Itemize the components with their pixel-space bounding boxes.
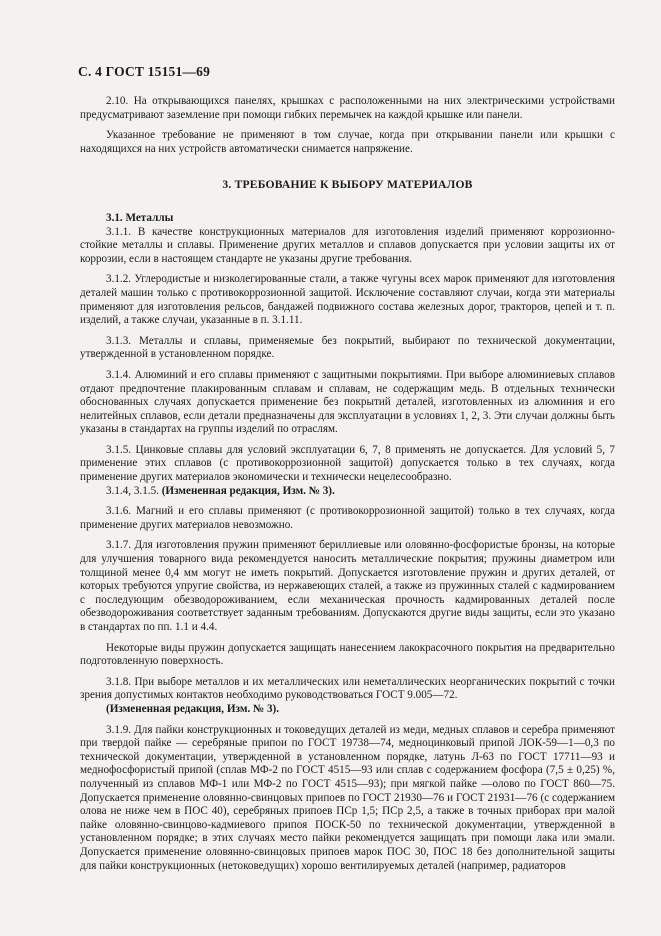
document-body [80, 95, 615, 873]
paragraph-3-1-8: 3.1.8. При выборе металлов и их металлических или неметаллических неорганических покрытий с точки зрения допустимых контактов необходимо руководствоваться ГОСТ 9.005—72. [80, 675, 615, 702]
paragraph-3-1-3: 3.1.3. Металлы и сплавы, применяемые без покрытий, выбирают по технической документации, утвержденной в установленном порядке. [80, 334, 615, 361]
section-title-3: 3. ТРЕБОВАНИЕ К ВЫБОРУ МАТЕРИАЛОВ [222, 178, 473, 192]
page-header: С. 4 ГОСТ 15151—69 [78, 64, 211, 79]
paragraph-3-1-2: 3.1.2. Углеродистые и низколегированные стали, а также чугуны всех марок применяют для изготовления деталей машин только с противокоррозионной защитой. Исключение составляют случаи, когда эти материалы применяют для изготовления рельсов, бандажей подвижного состава железных дорог, тракторов, цепей и т. п. изделий, а также случаи, указанные в п. 3.1.11. [80, 273, 615, 327]
paragraph-3-1-6: 3.1.6. Магний и его сплавы применяют (с противокоррозионной защитой) только в тех случаях, когда применение других материалов невозможно. [80, 505, 615, 531]
amendment-label: (Измененная редакция, Изм. № 3). [161, 484, 335, 497]
paragraph-3-1-7-note: Некоторые виды пружин допускается защищать нанесением лакокрасочного покрытия на предварительно подготовленную поверхность. [80, 641, 615, 668]
amendment-note-3-1-8: (Измененная редакция, Изм. № 3). [106, 702, 280, 715]
paragraph-2-10: 2.10. На открывающихся панелях, крышках с расположенными на них электрическими устройствами предусматривают заземление при помощи гибких перемычек на каждой крышке или панели. [80, 95, 615, 121]
paragraph-3-1-7: 3.1.7. Для изготовления пружин применяют бериллиевые или оловянно-фосфористые бронзы, на которые для улучшения товарного вида рекомендуется наносить металлические покрытия; пружины диаметром или толщиной менее 0,4 мм могут не иметь покрытий. Допускается изготовление пружин и других деталей, от которых требуются упругие свойства, из нержавеющих сталей, а также из пружинных сталей с кадмированием с последующим обезводороживанием, если механическая прочность кадмированных деталей после обезводороживания соответствует заданным требованиям. Допускаются другие виды защиты, если это указано в стандартах по пп. 1.1 и 4.4. [80, 539, 615, 633]
paragraph-3-1-4: 3.1.4. Алюминий и его сплавы применяют с защитными покрытиями. При выборе алюминиевых сплавов отдают предпочтение плакированным сплавам и сплавам, не содержащим медь. В отдельных технически обоснованных случаях допускается применение без покрытий деталей, изготовленных из алюминия и его нелитейных сплавов, если детали предназначены для эксплуатации в условиях 1, 2, 3. Эти случаи должны быть указаны в стандартах на группы изделий по отраслям. [80, 368, 615, 436]
amendment-note-3-1-4-5 [80, 485, 615, 499]
amendment-prefix: 3.1.4, 3.1.5. [106, 484, 159, 497]
paragraph-3-1-9: 3.1.9. Для пайки конструкционных и токоведущих деталей из меди, медных сплавов и серебра применяют при твердой пайке — серебряные припои по ГОСТ 19738—74, медноцинковый припой ЛОК-59—1—0,3 по технической документации, утвержденной в установленном порядке, латунь Л-63 по ГОСТ 17711—93 и меднофосфористый припой (сплав МФ-2 по ГОСТ 4515—93 или сплав с содержанием фосфора (7,5 ± 0,25) %, полученный из сплавов МФ-1 или МФ-2 по ГОСТ 4515—93); при мягкой пайке —олово по ГОСТ 860—75. Допускается применение оловянно-свинцовых припоев по ГОСТ 21930—76 и ГОСТ 21931—76 (с содержанием олова не ниже чем в ПОС 40), серебряных припоев ПСр 1,5; ПСр 2,5, а также в точных приборах при малой пайке оловянно-свинцово-кадмиевого припоя ПОСК-50 по технической документации, утвержденной в установленном порядке; в этих случаях место пайки рекомендуется защищать при помощи лака или эмали. Допускается применение оловянно-свинцовых припоев марок ПОС 30, ПОС 18 без дополнительной защиты для пайки конструкционных (нетоковедущих) хорошо вентилируемых деталей (например, радиаторов [80, 723, 615, 872]
paragraph-3-1-5: 3.1.5. Цинковые сплавы для условий эксплуатации 6, 7, 8 применять не допускается. Для условий 5, 7 применение этих сплавов (с противокоррозионной защитой) допускается только в тех случаях, когда применение других материалов экономически и технически нецелесообразно. [80, 443, 615, 484]
paragraph-3-1-1: 3.1.1. В качестве конструкционных материалов для изготовления изделий применяют коррозионно-стойкие металлы и сплавы. Применение других металлов и сплавов допускается при условии защиты их от коррозии, если в настоящем стандарте не указаны другие требования. [80, 225, 615, 265]
paragraph-2-10-note: Указанное требование не применяют в том случае, когда при открывании панели или крышки с находящихся на них устройств автоматически снимается напряжение. [80, 129, 615, 155]
subsection-title-3-1: 3.1. Металлы [106, 211, 174, 224]
